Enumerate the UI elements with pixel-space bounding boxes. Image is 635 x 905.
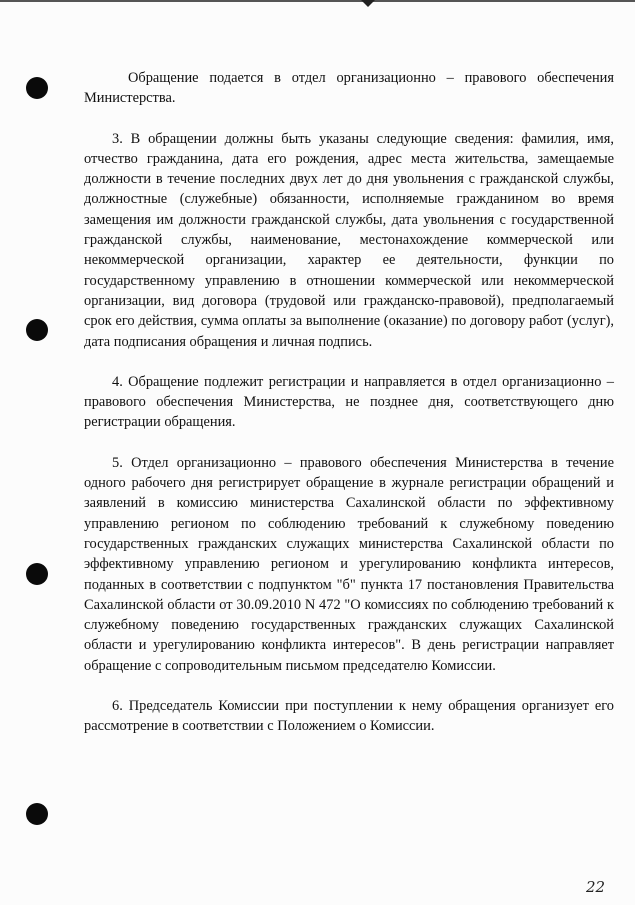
handwritten-page-number: 22 (586, 878, 606, 896)
document-body (84, 68, 614, 757)
scan-notch-mark (361, 0, 375, 7)
paragraph-submission: Обращение подается в отдел организационно – правового обеспечения Министерства. (84, 70, 614, 107)
punch-hole-mark (26, 563, 48, 585)
punch-hole-mark (26, 77, 48, 99)
paragraph-item-3: 3. В обращении должны быть указаны следующие сведения: фамилия, имя, отчество гражданина, дата его рождения, адрес места жительства, замещаемые должности в течение последних двух лет до дня увольнения с гражданской службы, должностные (служебные) обязанности, исполняемые гражданином во время замещения им должности гражданской службы, дата увольнения с государственной гражданской службы, наименование, местонахождение коммерческой или некоммерческой организации, характер ее деятельности, функции по государственному управлению в отношении коммерческой или некоммерческой организации, вид договора (трудовой или гражданско-правовой), предполагаемый срок его действия, сумма оплаты за выполнение (оказание) по договору работ (услуг), дата подписания обращения и личная подпись. (84, 130, 614, 350)
page-top-edge (0, 0, 635, 2)
punch-hole-mark (26, 319, 48, 341)
punch-hole-mark (26, 803, 48, 825)
paragraph-item-5: 5. Отдел организационно – правового обеспечения Министерства в течение одного рабочего дня регистрирует обращение в журнале регистрации обращений и заявлений в комиссию министерства Сахалинской области по эффективному управлению регионом по соблюдению требований к служебному поведению государственных гражданских служащих министерства Сахалинской области по эффективному управлению регионом и урегулированию конфликта интересов, поданных в соответствии с подпунктом "б" пункта 17 постановления Правительства Сахалинской области от 30.09.2010 N 472 "О комиссиях по соблюдению требований к служебному поведению государственных гражданских служащих Сахалинской области и урегулированию конфликта интересов". В день регистрации направляет обращение с сопроводительным письмом председателю Комиссии. (84, 454, 614, 674)
paragraph-item-6: 6. Председатель Комиссии при поступлении к нему обращения организует его рассмотрение в соответствии с Положением о Комиссии. (84, 698, 614, 735)
paragraph-item-4: 4. Обращение подлежит регистрации и направляется в отдел организационно – правового обеспечения Министерства, не позднее дня, соответствующего дню регистрации обращения. (84, 373, 614, 431)
